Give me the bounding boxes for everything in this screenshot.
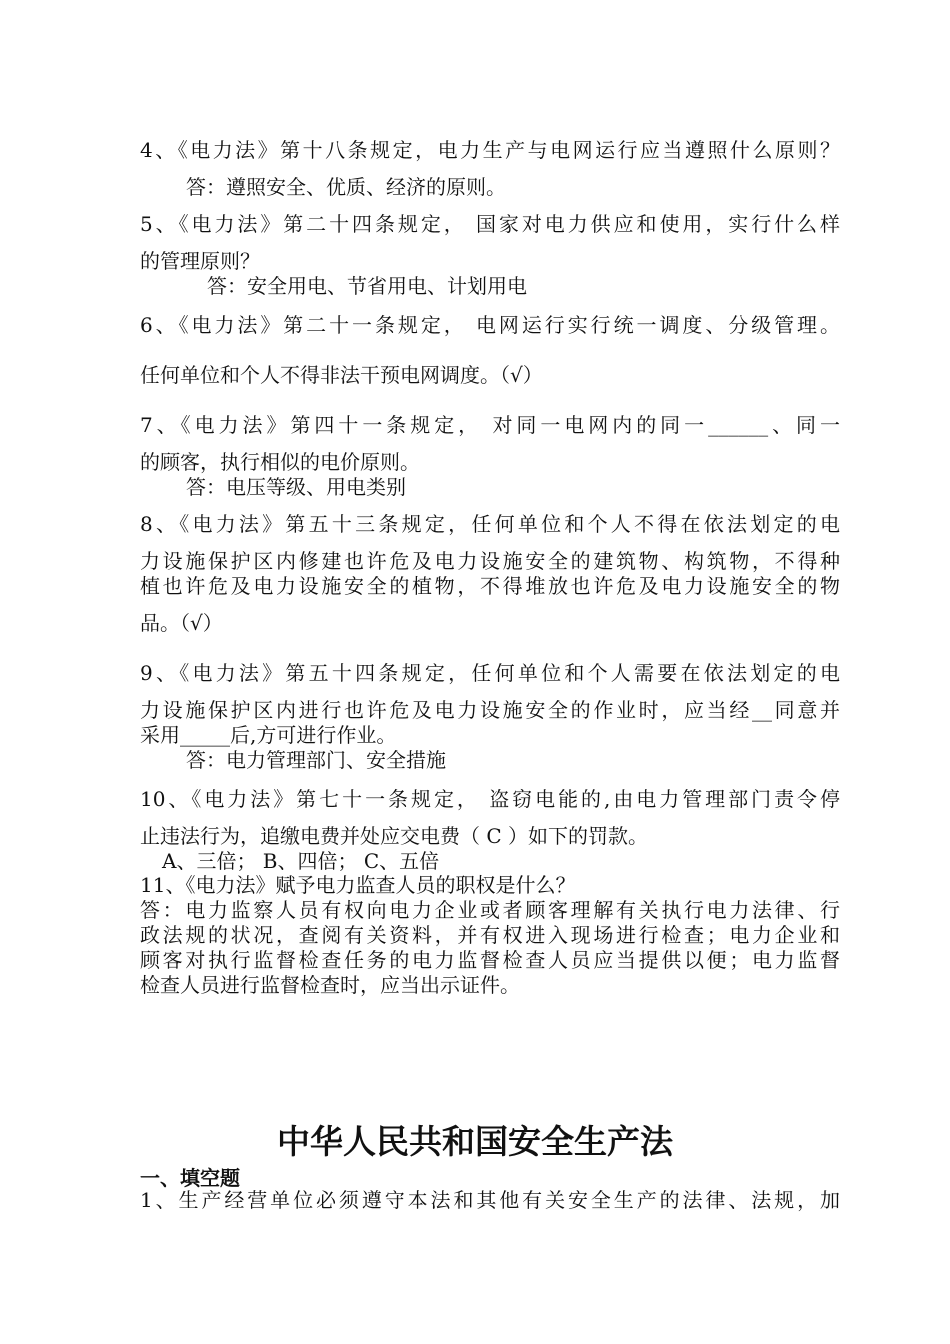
q11-answer-line-4: 检查人员进行监督检查时，应当出示证件。 — [140, 973, 520, 997]
q7-line-2: 的顾客，执行相似的电价原则。 — [140, 450, 420, 474]
q7-line-1: 7、《电力法》第四十一条规定， 对同一电网内的同一______、同一 — [140, 413, 840, 437]
q6-line-2: 任何单位和个人不得非法干预电网调度。（√） — [140, 363, 543, 387]
q9-answer: 答：电力管理部门、安全措施 — [186, 748, 446, 772]
q11-answer-line-1: 答：电力监察人员有权向电力企业或者顾客理解有关执行电力法律、行 — [140, 898, 840, 922]
q4-line-1: 4、《电力法》第十八条规定，电力生产与电网运行应当遵照什么原则？ — [140, 138, 840, 162]
q11-answer-line-3: 顾客对执行监督检查任务的电力监督检查人员应当提供以便；电力监督 — [140, 948, 840, 972]
q5-answer: 答：安全用电、节省用电、计划用电 — [207, 274, 527, 298]
q11-line-1: 11、《电力法》赋予电力监查人员的职权是什么？ — [140, 873, 576, 897]
q8-line-3: 植也许危及电力设施安全的植物，不得堆放也许危及电力设施安全的物 — [140, 574, 840, 598]
q9-line-1: 9、《电力法》第五十四条规定，任何单位和个人需要在依法划定的电 — [140, 661, 840, 685]
q8-line-1: 8、《电力法》第五十三条规定，任何单位和个人不得在依法划定的电 — [140, 512, 840, 536]
q10-options: A、三倍； B、四倍； C、五倍 — [162, 849, 440, 873]
q9-line-3: 采用_____后,方可进行作业。 — [140, 723, 397, 747]
q10-line-2: 止违法行为，追缴电费并处应交电费（ C ）如下的罚款。 — [140, 824, 649, 848]
q9-line-2: 力设施保护区内进行也许危及电力设施安全的作业时，应当经__同意并 — [140, 698, 840, 722]
next-section-line-1: 1、生产经营单位必须遵守本法和其他有关安全生产的法律、法规，加 — [140, 1188, 840, 1212]
q4-answer: 答：遵照安全、优质、经济的原则。 — [186, 175, 506, 199]
q8-line-4: 品。（√） — [140, 611, 223, 635]
q6-line-1: 6、《电力法》第二十一条规定， 电网运行实行统一调度、分级管理。 — [140, 313, 840, 337]
section-title: 中华人民共和国安全生产法 — [277, 1122, 673, 1161]
q8-line-2: 力设施保护区内修建也许危及电力设施安全的建筑物、构筑物，不得种 — [140, 549, 840, 573]
q5-line-2: 的管理原则？ — [140, 249, 260, 273]
q5-line-1: 5、《电力法》第二十四条规定， 国家对电力供应和使用，实行什么样 — [140, 212, 840, 236]
q7-answer: 答：电压等级、用电类别 — [186, 475, 406, 499]
q10-line-1: 10、《电力法》第七十一条规定， 盗窃电能的,由电力管理部门责令停 — [140, 787, 840, 811]
q11-answer-line-2: 政法规的状况，查阅有关资料，并有权进入现场进行检查；电力企业和 — [140, 923, 840, 947]
section-heading: 一、填空题 — [140, 1166, 240, 1190]
